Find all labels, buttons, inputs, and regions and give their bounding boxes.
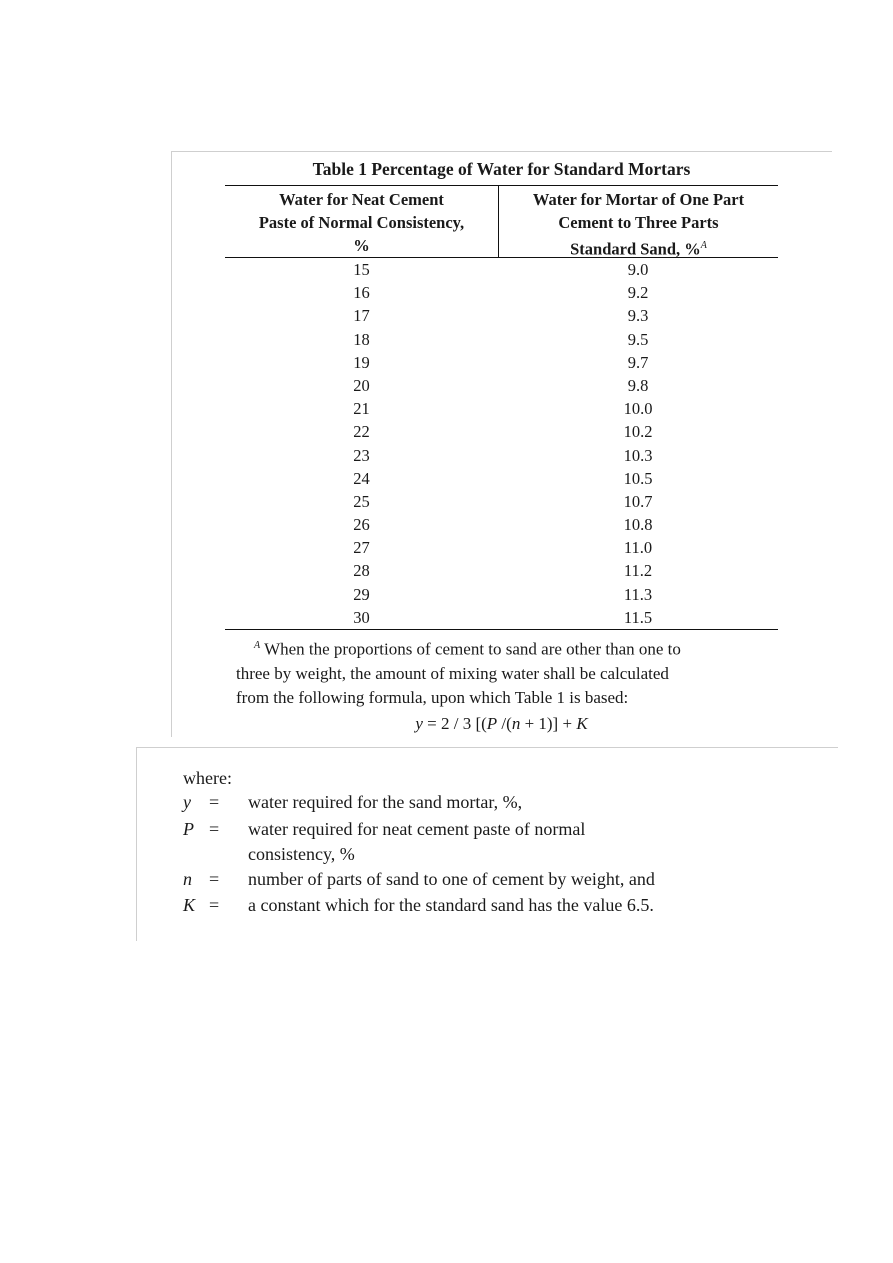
mortar-cell: 11.3: [623, 584, 653, 604]
table-bottom-rule: [225, 629, 778, 630]
definition-symbol: y: [183, 792, 191, 812]
definition-equals: =: [209, 792, 220, 812]
mortar-cell: 9.8: [627, 375, 649, 395]
formula-y: y: [415, 714, 423, 733]
neat-cement-cell: 26: [353, 515, 370, 535]
mortar-cell: 9.3: [627, 306, 649, 326]
neat-cement-cell: 20: [353, 375, 370, 395]
mortar-cell: 11.5: [623, 607, 653, 627]
definition-symbol: n: [183, 869, 192, 889]
definition-text: a constant which for the standard sand has the value 6.5.: [248, 895, 654, 915]
neat-cement-cell: 17: [353, 306, 370, 326]
definition-p: [183, 817, 585, 842]
neat-cement-cell: 30: [353, 607, 370, 627]
table-row: [225, 467, 778, 490]
footnote-line: [236, 634, 781, 662]
formula-part-2: /(: [497, 714, 512, 733]
table-footnote: [236, 634, 781, 710]
table-row: [225, 559, 778, 582]
table-row: [225, 397, 778, 420]
table-row: [225, 281, 778, 304]
neat-cement-cell: 28: [353, 561, 370, 581]
table-body: [225, 258, 778, 629]
neat-cement-cell: 19: [353, 352, 370, 372]
formula-n: n: [511, 714, 521, 733]
mortar-cell: 10.2: [623, 422, 653, 442]
mortar-cell: 11.2: [623, 561, 653, 581]
mortar-cell: 9.7: [627, 352, 649, 372]
definition-p-continuation: consistency, %: [248, 844, 355, 864]
neat-cement-cell: 18: [353, 329, 370, 349]
mortar-cell: 11.0: [623, 538, 653, 558]
footnote-mark: A: [254, 640, 261, 651]
definition-n: [183, 867, 655, 892]
table-row: [225, 374, 778, 397]
definition-equals: =: [209, 869, 220, 889]
table-row: [225, 444, 778, 467]
table-row: [225, 420, 778, 443]
footnote-text-2: three by weight, the amount of mixing water shall be calculated: [236, 663, 669, 683]
table-row: [225, 304, 778, 327]
table-row: [225, 258, 778, 281]
table-row: [225, 583, 778, 606]
definition-equals: =: [209, 895, 220, 915]
table-row: [225, 606, 778, 629]
neat-cement-cell: 27: [353, 538, 370, 558]
where-label: where:: [183, 768, 232, 788]
footnote-reference: A: [700, 240, 707, 251]
table-top-rule: [225, 185, 778, 186]
neat-cement-cell: 22: [353, 422, 370, 442]
neat-cement-cell: 15: [353, 260, 370, 279]
definition-k: [183, 893, 654, 918]
table-row: [225, 513, 778, 536]
water-formula: [225, 712, 778, 736]
table-title: Table 1 Percentage of Water for Standard Mortars: [312, 159, 691, 179]
mortar-cell: 10.3: [623, 445, 653, 465]
table-row: [225, 536, 778, 559]
column-header-mortar: [499, 188, 778, 259]
formula-part-3: + 1)] +: [520, 714, 577, 733]
neat-cement-cell: 25: [353, 491, 370, 511]
table-row: [225, 490, 778, 513]
definition-y: [183, 790, 522, 815]
definition-text: water required for the sand mortar, %,: [248, 792, 523, 812]
definition-equals: =: [209, 819, 220, 839]
definition-symbol: K: [183, 895, 196, 915]
table-row: [225, 328, 778, 351]
neat-cement-cell: 24: [353, 468, 370, 488]
footnote-text-3: from the following formula, upon which Table 1 is based:: [236, 687, 629, 707]
neat-cement-cell: 23: [353, 445, 370, 465]
mortar-cell: 9.5: [627, 329, 649, 349]
mortar-cell: 9.0: [627, 260, 649, 279]
table-row: [225, 351, 778, 374]
formula-k: K: [576, 714, 588, 733]
mortar-cell: 10.0: [623, 399, 653, 419]
footnote-text-1: When the proportions of cement to sand are other than one to: [264, 639, 681, 659]
definition-text: water required for neat cement paste of normal: [248, 819, 586, 839]
mortar-cell: 10.8: [623, 515, 653, 535]
mortar-cell: 10.7: [623, 491, 653, 511]
neat-cement-cell: 21: [353, 399, 370, 419]
column-header-neat-cement: Water for Neat Cement Paste of Normal Consistency, %: [258, 190, 465, 255]
formula-part-1: = 2 / 3 [(: [422, 714, 487, 733]
definition-text: number of parts of sand to one of cement by weight, and: [248, 869, 655, 889]
neat-cement-cell: 16: [353, 283, 370, 303]
mortar-cell: 9.2: [627, 283, 649, 303]
formula-p: P: [486, 714, 498, 733]
neat-cement-cell: 29: [353, 584, 370, 604]
definition-symbol: P: [183, 819, 194, 839]
mortar-cell: 10.5: [623, 468, 653, 488]
column-header-mortar-text: Water for Mortar of One Part Cement to Three Parts Standard Sand, %: [532, 190, 745, 259]
